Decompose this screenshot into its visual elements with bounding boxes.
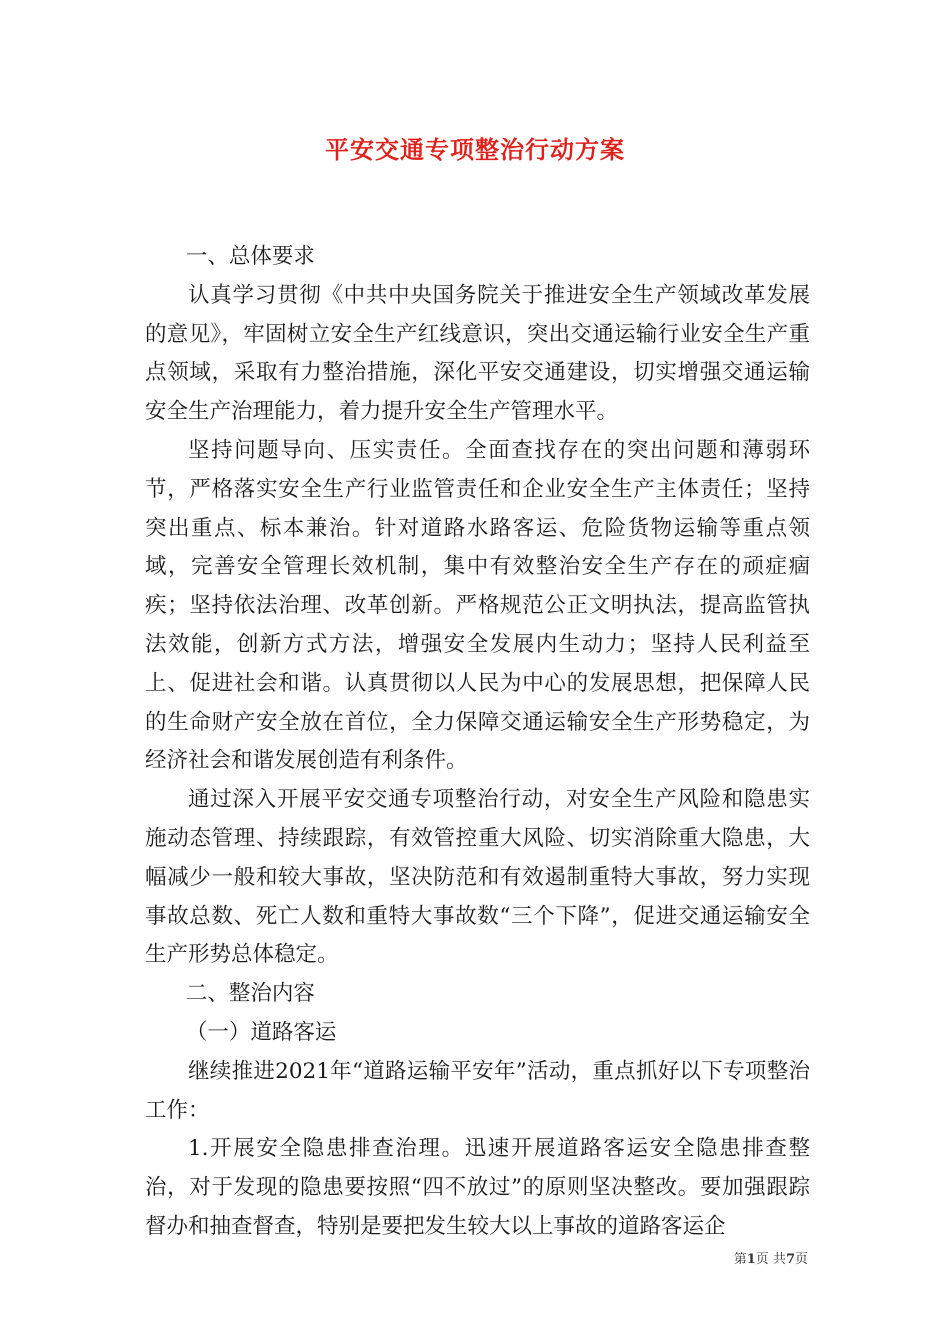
paragraph-3: 通过深入开展平安交通专项整治行动，对安全生产风险和隐患实施动态管理、持续跟踪，有效管控重大风险、切实消除重大隐患，大幅减少一般和较大事故，坚决防范和有效遏制重特大事故，努力实现事故总数、死亡人数和重特大事故数“三个下降”，促进交通运输安全生产形势总体稳定。 bbox=[145, 787, 810, 968]
paragraph-1: 认真学习贯彻《中共中央国务院关于推进安全生产领域改革发展的意见》，牢固树立安全生产红线意识，突出交通运输行业安全生产重点领域，采取有力整治措施，深化平安交通建设，切实增强交通运输安全生产治理能力，着力提升安全生产管理水平。 bbox=[145, 282, 810, 425]
footer-suffix: 页 bbox=[794, 1252, 808, 1267]
footer-middle: 页 共 bbox=[755, 1252, 786, 1267]
footer-page-number: 1 bbox=[746, 1252, 756, 1267]
paragraph-4: 继续推进2021年“道路运输平安年”活动，重点抓好以下专项整治工作： bbox=[145, 1058, 810, 1123]
page-footer bbox=[734, 1248, 808, 1267]
section-heading-1: 一、总体要求 bbox=[185, 244, 315, 269]
footer-prefix: 第 bbox=[733, 1252, 747, 1267]
section-heading-2: 二、整治内容 bbox=[185, 981, 315, 1007]
paragraph-5: 1.开展安全隐患排查治理。迅速开展道路客运安全隐患排查整治，对于发现的隐患要按照“四不放过”的原则坚决整改。要加强跟踪督办和抽查督查，特别是要把发生较大以上事故的道路客运企 bbox=[145, 1136, 810, 1239]
footer-total-pages: 7 bbox=[785, 1252, 795, 1267]
paragraph-2: 坚持问题导向、压实责任。全面查找存在的突出问题和薄弱环节，严格落实安全生产行业监管责任和企业安全生产主体责任；坚持突出重点、标本兼治。针对道路水路客运、危险货物运输等重点领域，完善安全管理长效机制，集中有效整治安全生产存在的顽症痼疾；坚持依法治理、改革创新。严格规范公正文明执法，提高监管执法效能，创新方式方法，增强安全发展内生动力；坚持人民利益至上、促进社会和谐。认真贯彻以人民为中心的发展思想，把保障人民的生命财产安全放在首位，全力保障交通运输安全生产形势稳定，为经济社会和谐发展创造有利条件。 bbox=[145, 437, 810, 774]
document-body bbox=[145, 238, 810, 1247]
subsection-heading-1: （一）道路客运 bbox=[185, 1019, 337, 1045]
document-title: 平安交通专项整治行动方案 bbox=[325, 135, 625, 164]
